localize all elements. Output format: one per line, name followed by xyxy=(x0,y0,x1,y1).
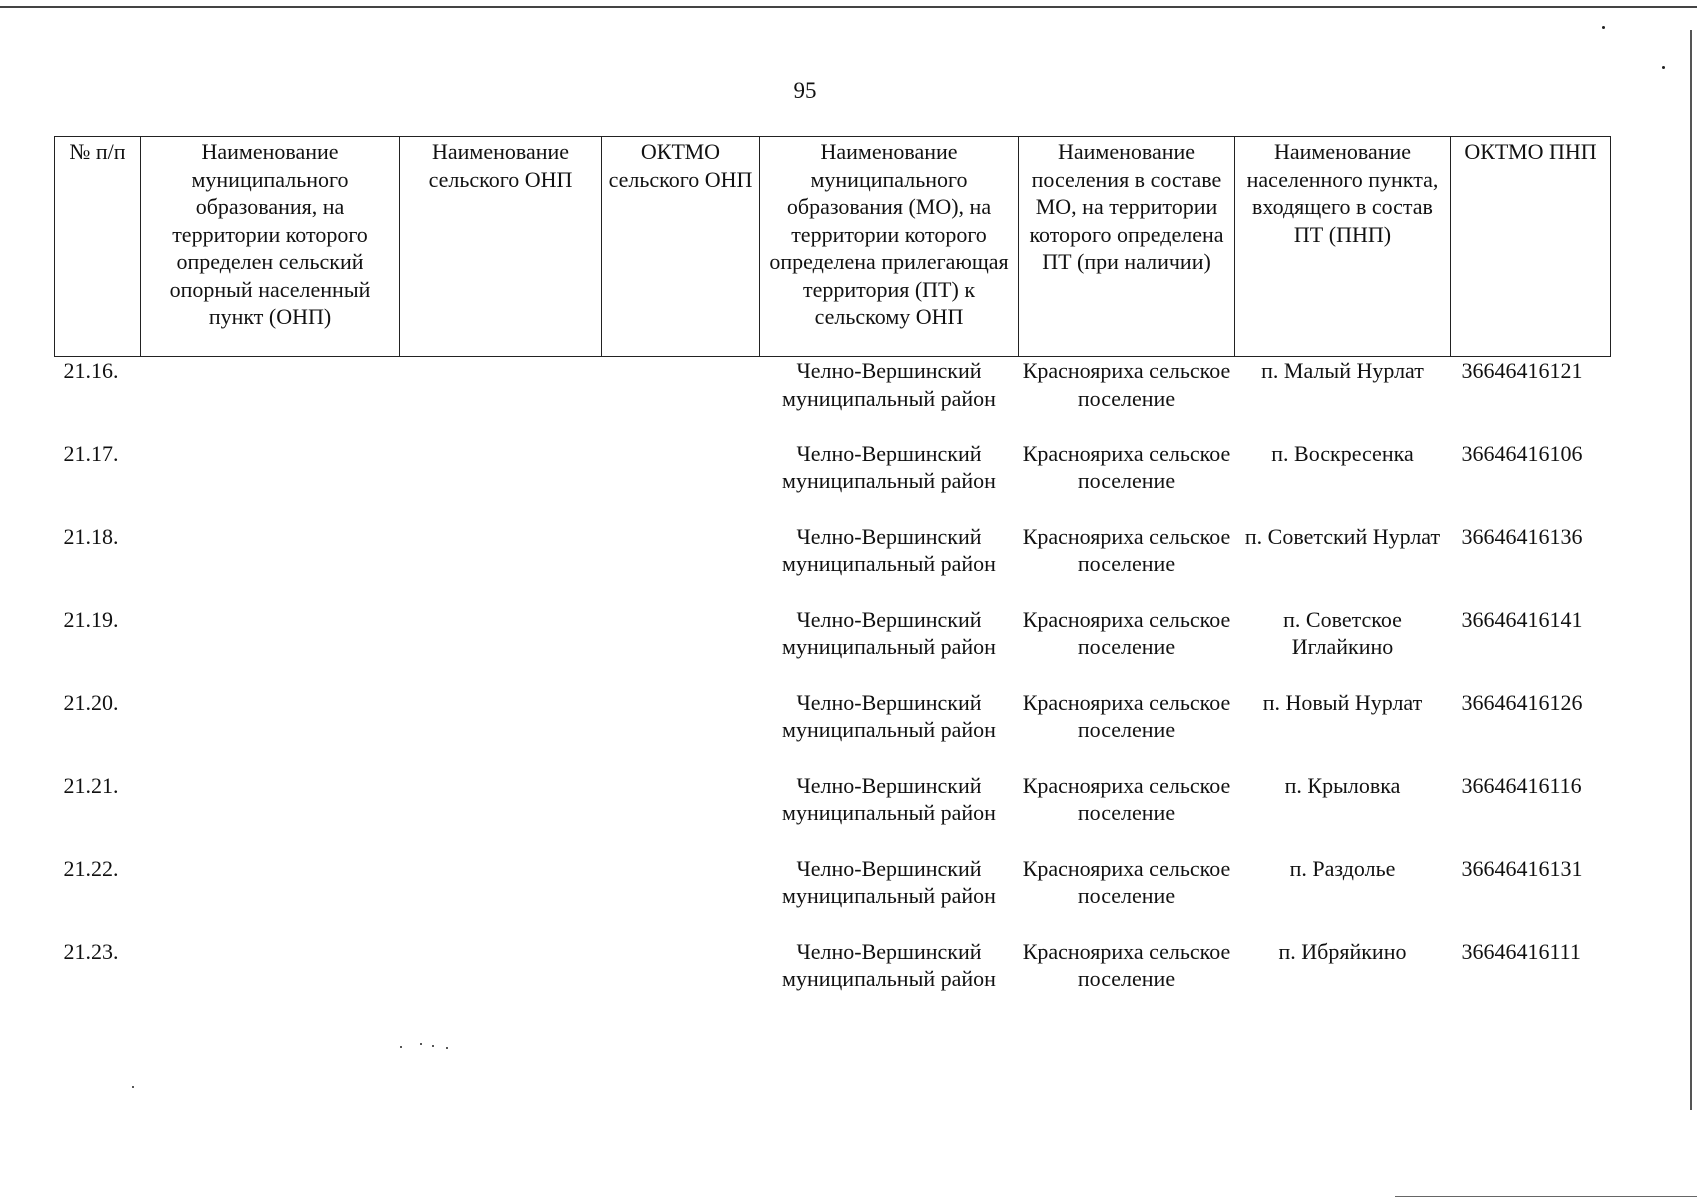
row-number-cell: 21.22. xyxy=(63,855,119,881)
locality-cell: п. Советское Иглайкино xyxy=(1283,606,1402,659)
pt-municipality-cell: Челно-Вершинский муниципальный район xyxy=(782,606,996,659)
settlement-cell: Краснояриха сельское поселение xyxy=(1022,855,1231,908)
settlement-cell: Краснояриха сельское поселение xyxy=(1022,523,1231,576)
scan-speck xyxy=(1602,26,1605,29)
pnp-oktmo-cell: 36646416121 xyxy=(1461,358,1583,383)
pt-municipality-cell: Челно-Вершинский муниципальный район xyxy=(782,938,996,991)
onp-oktmo-cell xyxy=(602,938,760,1021)
onp-municipality-cell xyxy=(141,606,400,689)
onp-name-cell xyxy=(400,523,602,606)
row-number-cell: 21.23. xyxy=(63,938,119,964)
settlement-cell: Краснояриха сельское поселение xyxy=(1022,938,1231,991)
onp-name-cell xyxy=(400,855,602,938)
pnp-oktmo-cell: 36646416111 xyxy=(1461,938,1581,964)
scan-speck xyxy=(132,1086,134,1088)
pt-municipality-cell: Челно-Вершинский муниципальный район xyxy=(782,523,996,576)
pnp-oktmo-cell: 36646416141 xyxy=(1461,606,1583,632)
locality-cell: п. Воскресенка xyxy=(1271,440,1414,466)
onp-oktmo-cell xyxy=(602,523,760,606)
onp-name-cell xyxy=(400,440,602,523)
header-onp-municipality: Наименование муниципального образования, на территории которого определен сельский опорный населенный пункт (ОНП) xyxy=(141,137,400,357)
table-row xyxy=(55,938,1611,1021)
page-top-rule xyxy=(0,6,1697,8)
header-onp-oktmo: ОКТМО сельского ОНП xyxy=(602,137,760,357)
header-row-number: № п/п xyxy=(55,137,141,357)
onp-municipality-cell xyxy=(141,855,400,938)
onp-oktmo-cell xyxy=(602,440,760,523)
row-number-cell: 21.21. xyxy=(63,772,119,798)
pnp-oktmo-cell: 36646416106 xyxy=(1461,440,1583,466)
onp-name-cell xyxy=(400,606,602,689)
locality-cell: п. Крыловка xyxy=(1284,772,1401,798)
pt-municipality-cell: Челно-Вершинский муниципальный район xyxy=(782,440,996,493)
table-header-row xyxy=(55,137,1611,357)
row-number-cell: 21.18. xyxy=(63,523,119,549)
pt-municipality-cell: Челно-Вершинский муниципальный район xyxy=(782,772,996,825)
onp-oktmo-cell xyxy=(602,357,760,440)
row-number-cell: 21.17. xyxy=(63,440,119,466)
onp-municipality-cell xyxy=(141,440,400,523)
onp-municipality-cell xyxy=(141,357,400,440)
onp-name-cell xyxy=(400,689,602,772)
table-row xyxy=(55,606,1611,689)
pt-municipality-cell: Челно-Вершинский муниципальный район xyxy=(782,689,996,742)
scan-speck xyxy=(432,1045,434,1047)
onp-municipality-cell xyxy=(141,938,400,1021)
row-number-cell: 21.16. xyxy=(63,358,119,383)
scan-speck xyxy=(400,1046,402,1048)
settlements-table xyxy=(54,136,1611,1021)
header-onp-name: Наименование сельского ОНП xyxy=(400,137,602,357)
onp-municipality-cell xyxy=(141,523,400,606)
row-number-cell: 21.20. xyxy=(63,689,119,715)
settlement-cell: Краснояриха сельское поселение xyxy=(1022,772,1231,825)
onp-oktmo-cell xyxy=(602,772,760,855)
settlement-cell: Краснояриха сельское поселение xyxy=(1022,606,1231,659)
locality-cell: п. Ибряйкино xyxy=(1278,938,1407,964)
pnp-oktmo-cell: 36646416136 xyxy=(1461,523,1583,549)
table-row xyxy=(55,523,1611,606)
pnp-oktmo-cell: 36646416126 xyxy=(1461,689,1583,715)
onp-name-cell xyxy=(400,772,602,855)
locality-cell: п. Советский Нурлат xyxy=(1244,523,1441,549)
locality-cell: п. Новый Нурлат xyxy=(1262,689,1423,715)
pnp-oktmo-cell: 36646416131 xyxy=(1461,855,1583,881)
settlement-cell: Краснояриха сельское поселение xyxy=(1022,689,1231,742)
onp-name-cell xyxy=(400,357,602,440)
table-row xyxy=(55,689,1611,772)
onp-municipality-cell xyxy=(141,772,400,855)
scan-speck xyxy=(1662,66,1665,69)
header-pnp-oktmo: ОКТМО ПНП xyxy=(1451,137,1611,357)
settlement-cell: Краснояриха сельское поселение xyxy=(1022,440,1231,493)
onp-oktmo-cell xyxy=(602,855,760,938)
page-bottom-rule xyxy=(1395,1196,1697,1197)
onp-name-cell xyxy=(400,938,602,1021)
locality-cell: п. Малый Нурлат xyxy=(1261,358,1424,383)
onp-municipality-cell xyxy=(141,689,400,772)
header-locality: Наименование населенного пункта, входящего в состав ПТ (ПНП) xyxy=(1235,137,1451,357)
page-right-rule xyxy=(1690,30,1692,1110)
scan-speck xyxy=(420,1043,422,1045)
locality-cell: п. Раздолье xyxy=(1289,855,1396,881)
row-number-cell: 21.19. xyxy=(63,606,119,632)
pt-municipality-cell: Челно-Вершинский муниципальный район xyxy=(782,855,996,908)
onp-oktmo-cell xyxy=(602,689,760,772)
page-number: 95 xyxy=(793,78,817,103)
header-pt-municipality: Наименование муниципального образования (МО), на территории которого определена прилегающая территория (ПТ) к сельскому ОНП xyxy=(760,137,1019,357)
table-row xyxy=(55,772,1611,855)
header-settlement: Наименование поселения в составе МО, на территории которого определена ПТ (при наличии) xyxy=(1019,137,1235,357)
onp-oktmo-cell xyxy=(602,606,760,689)
pt-municipality-cell: Челно-Вершинский муниципальный район xyxy=(782,358,996,411)
table-row xyxy=(55,357,1611,440)
table-row xyxy=(55,440,1611,523)
table-row xyxy=(55,855,1611,938)
pnp-oktmo-cell: 36646416116 xyxy=(1461,772,1582,798)
scan-speck xyxy=(446,1047,448,1049)
settlement-cell: Краснояриха сельское поселение xyxy=(1022,358,1231,411)
